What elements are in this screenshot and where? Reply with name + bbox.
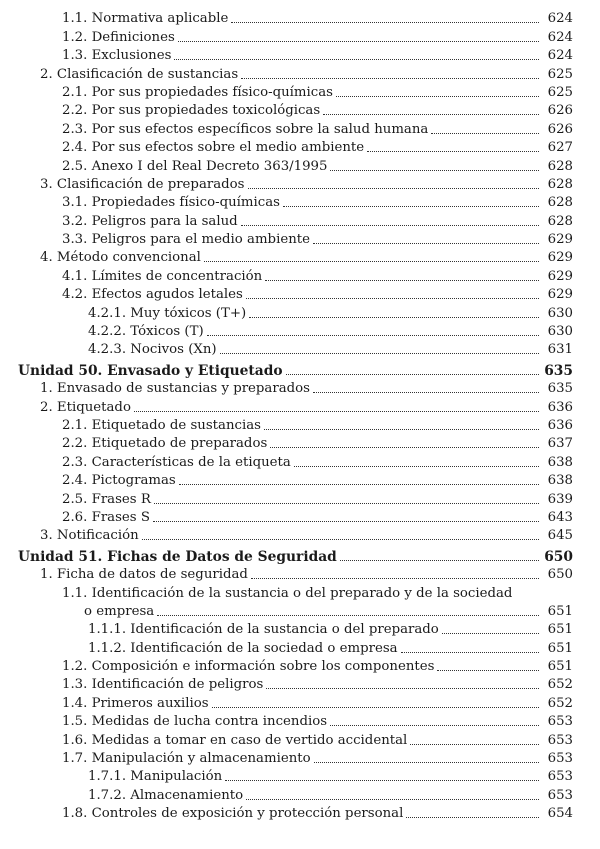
toc-entry-title: 4.1. Límites de concentración (62, 268, 263, 284)
dot-leader (437, 670, 539, 671)
dot-leader (134, 411, 539, 412)
toc-entry-title: 1. Envasado de sustancias y preparados (40, 381, 310, 397)
dot-leader (314, 762, 539, 763)
toc-entry-title: 3.1. Propiedades físico-químicas (62, 195, 280, 211)
page-number: 625 (547, 66, 573, 82)
toc-entry[interactable] (0, 566, 600, 584)
dot-leader (286, 374, 539, 375)
page-number: 624 (547, 29, 573, 45)
dot-leader (401, 652, 539, 653)
toc-entry-title: 1.5. Medidas de lucha contra incendios (62, 714, 328, 730)
dot-leader (179, 484, 539, 485)
toc-entry-title: 1.3. Identificación de peligros (62, 677, 264, 693)
toc-entry-title: 2.5. Frases R (62, 491, 151, 507)
page-number: 630 (547, 324, 573, 340)
page-number: 627 (547, 140, 573, 156)
page-number: 650 (544, 548, 573, 565)
dot-leader (251, 578, 539, 579)
page-number: 636 (547, 417, 573, 433)
page-number: 628 (547, 213, 573, 229)
toc-entry[interactable] (0, 509, 600, 527)
toc-entry[interactable] (0, 676, 600, 694)
page-number: 636 (547, 399, 573, 415)
page-number: 638 (547, 454, 573, 470)
toc-entry[interactable] (0, 304, 600, 322)
dot-leader (241, 78, 539, 79)
toc-entry[interactable] (0, 417, 600, 435)
dot-leader (264, 429, 539, 430)
page-number: 629 (547, 250, 573, 266)
toc-entry[interactable] (0, 380, 600, 398)
toc-entry[interactable] (0, 805, 600, 823)
toc-entry[interactable] (0, 249, 600, 267)
toc-entry-title: 1.3. Exclusiones (62, 48, 172, 64)
page-number: 628 (547, 158, 573, 174)
dot-leader (248, 188, 540, 189)
toc-entry[interactable] (0, 286, 600, 304)
toc-entry-title: 1.1.1. Identificación de la sustancia o del preparado (88, 622, 439, 638)
dot-leader (142, 539, 539, 540)
toc-entry-title: Unidad 51. Fichas de Datos de Seguridad (18, 548, 337, 565)
toc-entry-title: 2.3. Características de la etiqueta (62, 454, 291, 470)
toc-entry-title: 1.4. Primeros auxilios (62, 695, 209, 711)
toc-entry[interactable] (0, 658, 600, 676)
toc-entry[interactable] (0, 65, 600, 83)
dot-leader (323, 114, 539, 115)
toc-entry[interactable] (0, 786, 600, 804)
toc-entry[interactable] (0, 768, 600, 786)
dot-leader (174, 59, 539, 60)
toc-entry[interactable] (0, 139, 600, 157)
toc-entry-title: 2.6. Frases S (62, 509, 150, 525)
dot-leader (178, 41, 539, 42)
dot-leader (207, 335, 539, 336)
toc-entry[interactable] (0, 472, 600, 490)
dot-leader (265, 280, 539, 281)
toc-entry[interactable] (0, 435, 600, 453)
dot-leader (204, 261, 539, 262)
dot-leader (270, 447, 539, 448)
page-number: 638 (547, 473, 573, 489)
toc-entry-title: 2.4. Por sus efectos sobre el medio ambiente (62, 140, 365, 156)
dot-leader (367, 151, 539, 152)
toc-entry[interactable] (0, 694, 600, 712)
toc-entry[interactable] (0, 750, 600, 768)
toc-entry[interactable] (0, 176, 600, 194)
toc-entry[interactable] (0, 157, 600, 175)
toc-entry[interactable] (0, 713, 600, 731)
toc-entry[interactable] (0, 584, 600, 602)
toc-entry[interactable] (0, 231, 600, 249)
toc-unit-heading[interactable] (0, 361, 600, 379)
page-number: 637 (547, 436, 573, 452)
page-number: 635 (547, 381, 573, 397)
toc-entry-title: 1.1.2. Identificación de la sociedad o empresa (88, 640, 398, 656)
dot-leader (294, 466, 539, 467)
toc-unit-heading[interactable] (0, 547, 600, 565)
page-number: 651 (547, 622, 573, 638)
page-number: 626 (547, 121, 573, 137)
toc-entry-title: 3. Clasificación de preparados (40, 176, 245, 192)
dot-leader (313, 392, 539, 393)
toc-entry[interactable] (0, 490, 600, 508)
toc-entry-title: 2.1. Etiquetado de sustancias (62, 417, 261, 433)
page-number: 628 (547, 176, 573, 192)
toc-entry-continuation[interactable] (0, 603, 600, 621)
toc-entry-title: 4.2.3. Nocivos (Xn) (88, 342, 217, 358)
toc-entry[interactable] (0, 102, 600, 120)
toc-entry-title-continued: o empresa (84, 603, 155, 619)
page-number: 631 (547, 342, 573, 358)
page-number: 653 (547, 769, 573, 785)
page-number: 626 (547, 103, 573, 119)
dot-leader (336, 96, 539, 97)
dot-leader (231, 22, 539, 23)
dot-leader (431, 133, 539, 134)
page-number: 629 (547, 232, 573, 248)
toc-entry-title: 1.2. Composición e información sobre los componentes (62, 659, 435, 675)
dot-leader (157, 615, 539, 616)
toc-entry[interactable] (0, 731, 600, 749)
page-number: 629 (547, 287, 573, 303)
toc-entry[interactable] (0, 621, 600, 639)
dot-leader (241, 225, 539, 226)
toc-entry-title: 4.2.2. Tóxicos (T) (88, 324, 204, 340)
page-number: 629 (547, 268, 573, 284)
toc-entry-title: 2.1. Por sus propiedades físico-químicas (62, 84, 333, 100)
page-number: 651 (547, 603, 573, 619)
page-number: 624 (547, 11, 573, 27)
toc-entry-title: 1.7.2. Almacenamiento (88, 787, 244, 803)
dot-leader (406, 817, 539, 818)
toc-entry[interactable] (0, 212, 600, 230)
dot-leader (212, 707, 539, 708)
page-number: 635 (544, 362, 573, 379)
toc-entry-title: 2.4. Pictogramas (62, 473, 176, 489)
toc-entry-title: 3.3. Peligros para el medio ambiente (62, 232, 310, 248)
page-number: 643 (547, 509, 573, 525)
page-number: 654 (547, 806, 573, 822)
toc-entry-title: 2. Clasificación de sustancias (40, 66, 239, 82)
page-number: 653 (547, 732, 573, 748)
page-number: 652 (547, 695, 573, 711)
toc-entry-title: 2.3. Por sus efectos específicos sobre la salud humana (62, 121, 429, 137)
toc-entry-title: 4. Método convencional (40, 250, 201, 266)
dot-leader (330, 725, 539, 726)
toc-entry-title: 1.7.1. Manipulación (88, 769, 223, 785)
page-number: 630 (547, 305, 573, 321)
toc-entry-title: 1.1. Normativa aplicable (62, 11, 229, 27)
dot-leader (410, 744, 539, 745)
toc-entry[interactable] (0, 84, 600, 102)
page-number: 652 (547, 677, 573, 693)
dot-leader (246, 799, 539, 800)
page-number: 650 (547, 567, 573, 583)
page-number: 628 (547, 195, 573, 211)
dot-leader (442, 633, 539, 634)
page-number: 653 (547, 714, 573, 730)
toc-entry-title: 1.1. Identificación de la sustancia o del preparado y de la sociedad (62, 585, 513, 601)
toc-entry[interactable] (0, 267, 600, 285)
toc-entry[interactable] (0, 194, 600, 212)
toc-entry[interactable] (0, 639, 600, 657)
toc-entry-title: 4.2.1. Muy tóxicos (T+) (88, 305, 247, 321)
toc-entry-title: 3.2. Peligros para la salud (62, 213, 238, 229)
toc-entry-title: 3. Notificación (40, 528, 139, 544)
toc-entry-title: 2. Etiquetado (40, 399, 131, 415)
dot-leader (330, 170, 539, 171)
toc-entry[interactable] (0, 341, 600, 359)
toc-entry-title: 4.2. Efectos agudos letales (62, 287, 243, 303)
page-number: 624 (547, 48, 573, 64)
page-number: 651 (547, 640, 573, 656)
dot-leader (283, 206, 539, 207)
page-number: 625 (547, 84, 573, 100)
dot-leader (153, 521, 539, 522)
toc-entry[interactable] (0, 398, 600, 416)
dot-leader (220, 353, 539, 354)
dot-leader (154, 503, 539, 504)
dot-leader (249, 317, 539, 318)
toc-entry-title: 2.2. Etiquetado de preparados (62, 436, 268, 452)
toc-entry-title: 1. Ficha de datos de seguridad (40, 567, 248, 583)
toc-entry[interactable] (0, 453, 600, 471)
toc-entry-title: 1.7. Manipulación y almacenamiento (62, 751, 311, 767)
toc-entry-title: 1.6. Medidas a tomar en caso de vertido accidental (62, 732, 408, 748)
dot-leader (266, 688, 539, 689)
toc-entry-title: 1.8. Controles de exposición y protección personal (62, 806, 404, 822)
page-number: 653 (547, 787, 573, 803)
toc-entry-title: 1.2. Definiciones (62, 29, 175, 45)
page-number: 645 (547, 528, 573, 544)
toc-entry-title: Unidad 50. Envasado y Etiquetado (18, 362, 283, 379)
dot-leader (225, 780, 539, 781)
dot-leader (313, 243, 539, 244)
page-number: 653 (547, 751, 573, 767)
toc-entry[interactable] (0, 10, 600, 28)
dot-leader (340, 560, 539, 561)
toc-entry[interactable] (0, 47, 600, 65)
toc-entry[interactable] (0, 120, 600, 138)
dot-leader (246, 298, 539, 299)
toc-entry[interactable] (0, 323, 600, 341)
toc-entry-title: 2.5. Anexo I del Real Decreto 363/1995 (62, 158, 328, 174)
toc-entry[interactable] (0, 527, 600, 545)
page-number: 639 (547, 491, 573, 507)
page-number: 651 (547, 659, 573, 675)
toc-entry-title: 2.2. Por sus propiedades toxicológicas (62, 103, 321, 119)
toc-entry[interactable] (0, 28, 600, 46)
